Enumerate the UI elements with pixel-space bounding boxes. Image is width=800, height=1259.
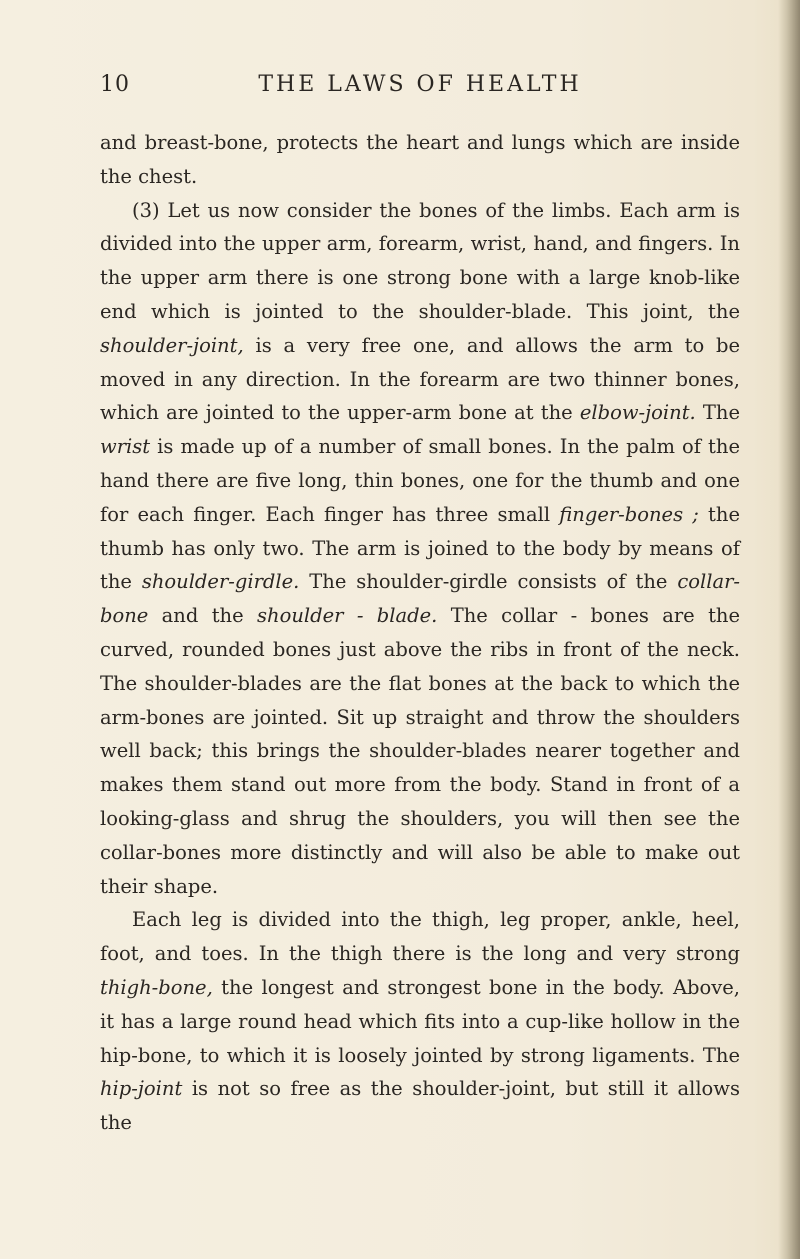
italic-term: shoulder-girdle. [141, 570, 300, 594]
text-run: is not so free as the shoulder-joint, but still it allows the [100, 1077, 740, 1135]
page-header [100, 72, 740, 108]
text-run: the thumb has only two. The arm is joined to the body by means of the [100, 502, 740, 594]
italic-term: thigh-bone, [100, 975, 213, 999]
text-run: the longest and strongest bone in the body. Above, it has a large round head which fits into a cup-like hollow in the hip-bone, to which it is loosely jointed by strong ligaments. The [100, 975, 740, 1067]
italic-term: shoulder - blade. [257, 604, 438, 628]
text-run: The collar - bones are the curved, rounded bones just above the ribs in front of the neck. The shoulder-blades are the flat bones at the back to which the arm-bones are jointed. Sit up straight and throw the shoulders well back; this brings the shoulder-blades nearer together and makes them stand out more from the body. Stand in front of a looking-glass and shrug the shoulders, you will then see the collar-bones more distinctly and will also be able to make out their shape. [100, 604, 741, 898]
page-number: 10 [100, 72, 130, 97]
paragraph-limbs-arm [100, 194, 740, 904]
running-title: THE LAWS OF HEALTH [258, 72, 582, 97]
text-run: is a very free one, and allows the arm to be moved in any direction. In the forearm are two thinner bones, which are jointed to the upper-arm bone at the [100, 333, 740, 425]
page-edge-shadow [778, 0, 800, 1259]
italic-term: finger-bones ; [559, 502, 699, 526]
italic-term: collar-bone [100, 570, 740, 628]
text-run: and the [148, 604, 258, 628]
text-run: and breast-bone, protects the heart and lungs which are inside the chest. [100, 131, 740, 188]
text-run: The shoulder-girdle consists of the [299, 570, 678, 594]
body-text [100, 126, 740, 1140]
italic-term: shoulder-joint, [100, 333, 244, 357]
text-run: (3) Let us now consider the bones of the limbs. Each arm is divided into the upper arm, forearm, wrist, hand, and fingers. In the upper arm there is one strong bone with a large knob-like end which is jointed to the shoulder-blade. This joint, the [100, 198, 740, 323]
text-run: The [695, 401, 740, 425]
italic-term: wrist [100, 435, 151, 459]
paragraph-continuation [100, 126, 740, 194]
italic-term: elbow-joint. [579, 401, 696, 425]
text-run: is made up of a number of small bones. In the palm of the hand there are five long, thin bones, one for the thumb and one for each finger. Each finger has three small [100, 435, 740, 526]
italic-term: hip-joint [100, 1077, 183, 1101]
paragraph-limbs-leg [100, 903, 740, 1140]
text-run: Each leg is divided into the thigh, leg proper, ankle, heel, foot, and toes. In the thigh there is the long and very strong [100, 908, 740, 966]
